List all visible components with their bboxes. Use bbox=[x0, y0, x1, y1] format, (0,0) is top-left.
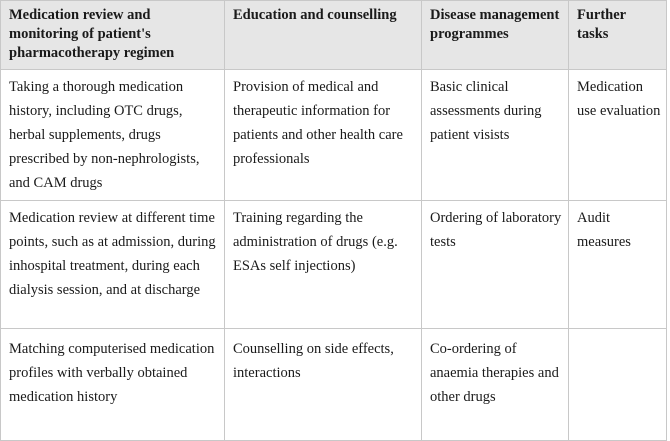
table-cell: Basic clinical assessments during patient visists bbox=[422, 70, 569, 201]
header-row bbox=[1, 1, 667, 70]
table-cell: Audit measures bbox=[569, 201, 667, 329]
header-further-tasks: Further tasks bbox=[569, 1, 667, 70]
table-row bbox=[1, 70, 667, 201]
header-disease-management: Disease management programmes bbox=[422, 1, 569, 70]
header-medication-review: Medication review and monitoring of patient's pharmacotherapy regimen bbox=[1, 1, 225, 70]
table-cell: Co-ordering of anaemia therapies and other drugs bbox=[422, 329, 569, 441]
table-cell: Training regarding the administration of drugs (e.g. ESAs self injections) bbox=[225, 201, 422, 329]
table-row bbox=[1, 201, 667, 329]
table-cell: Provision of medical and therapeutic information for patients and other health care professionals bbox=[225, 70, 422, 201]
table-cell: Taking a thorough medication history, including OTC drugs, herbal supplements, drugs prescribed by non-nephrologists, and CAM drugs bbox=[1, 70, 225, 201]
table-cell: Counselling on side effects, interactions bbox=[225, 329, 422, 441]
table-row bbox=[1, 329, 667, 441]
table-cell: Medication review at different time points, such as at admission, during inhospital treatment, during each dialysis session, and at discharge bbox=[1, 201, 225, 329]
table-cell: Matching computerised medication profiles with verbally obtained medication history bbox=[1, 329, 225, 441]
table-cell bbox=[569, 329, 667, 441]
table-cell: Medication use evaluation bbox=[569, 70, 667, 201]
header-education: Education and counselling bbox=[225, 1, 422, 70]
table-cell: Ordering of laboratory tests bbox=[422, 201, 569, 329]
